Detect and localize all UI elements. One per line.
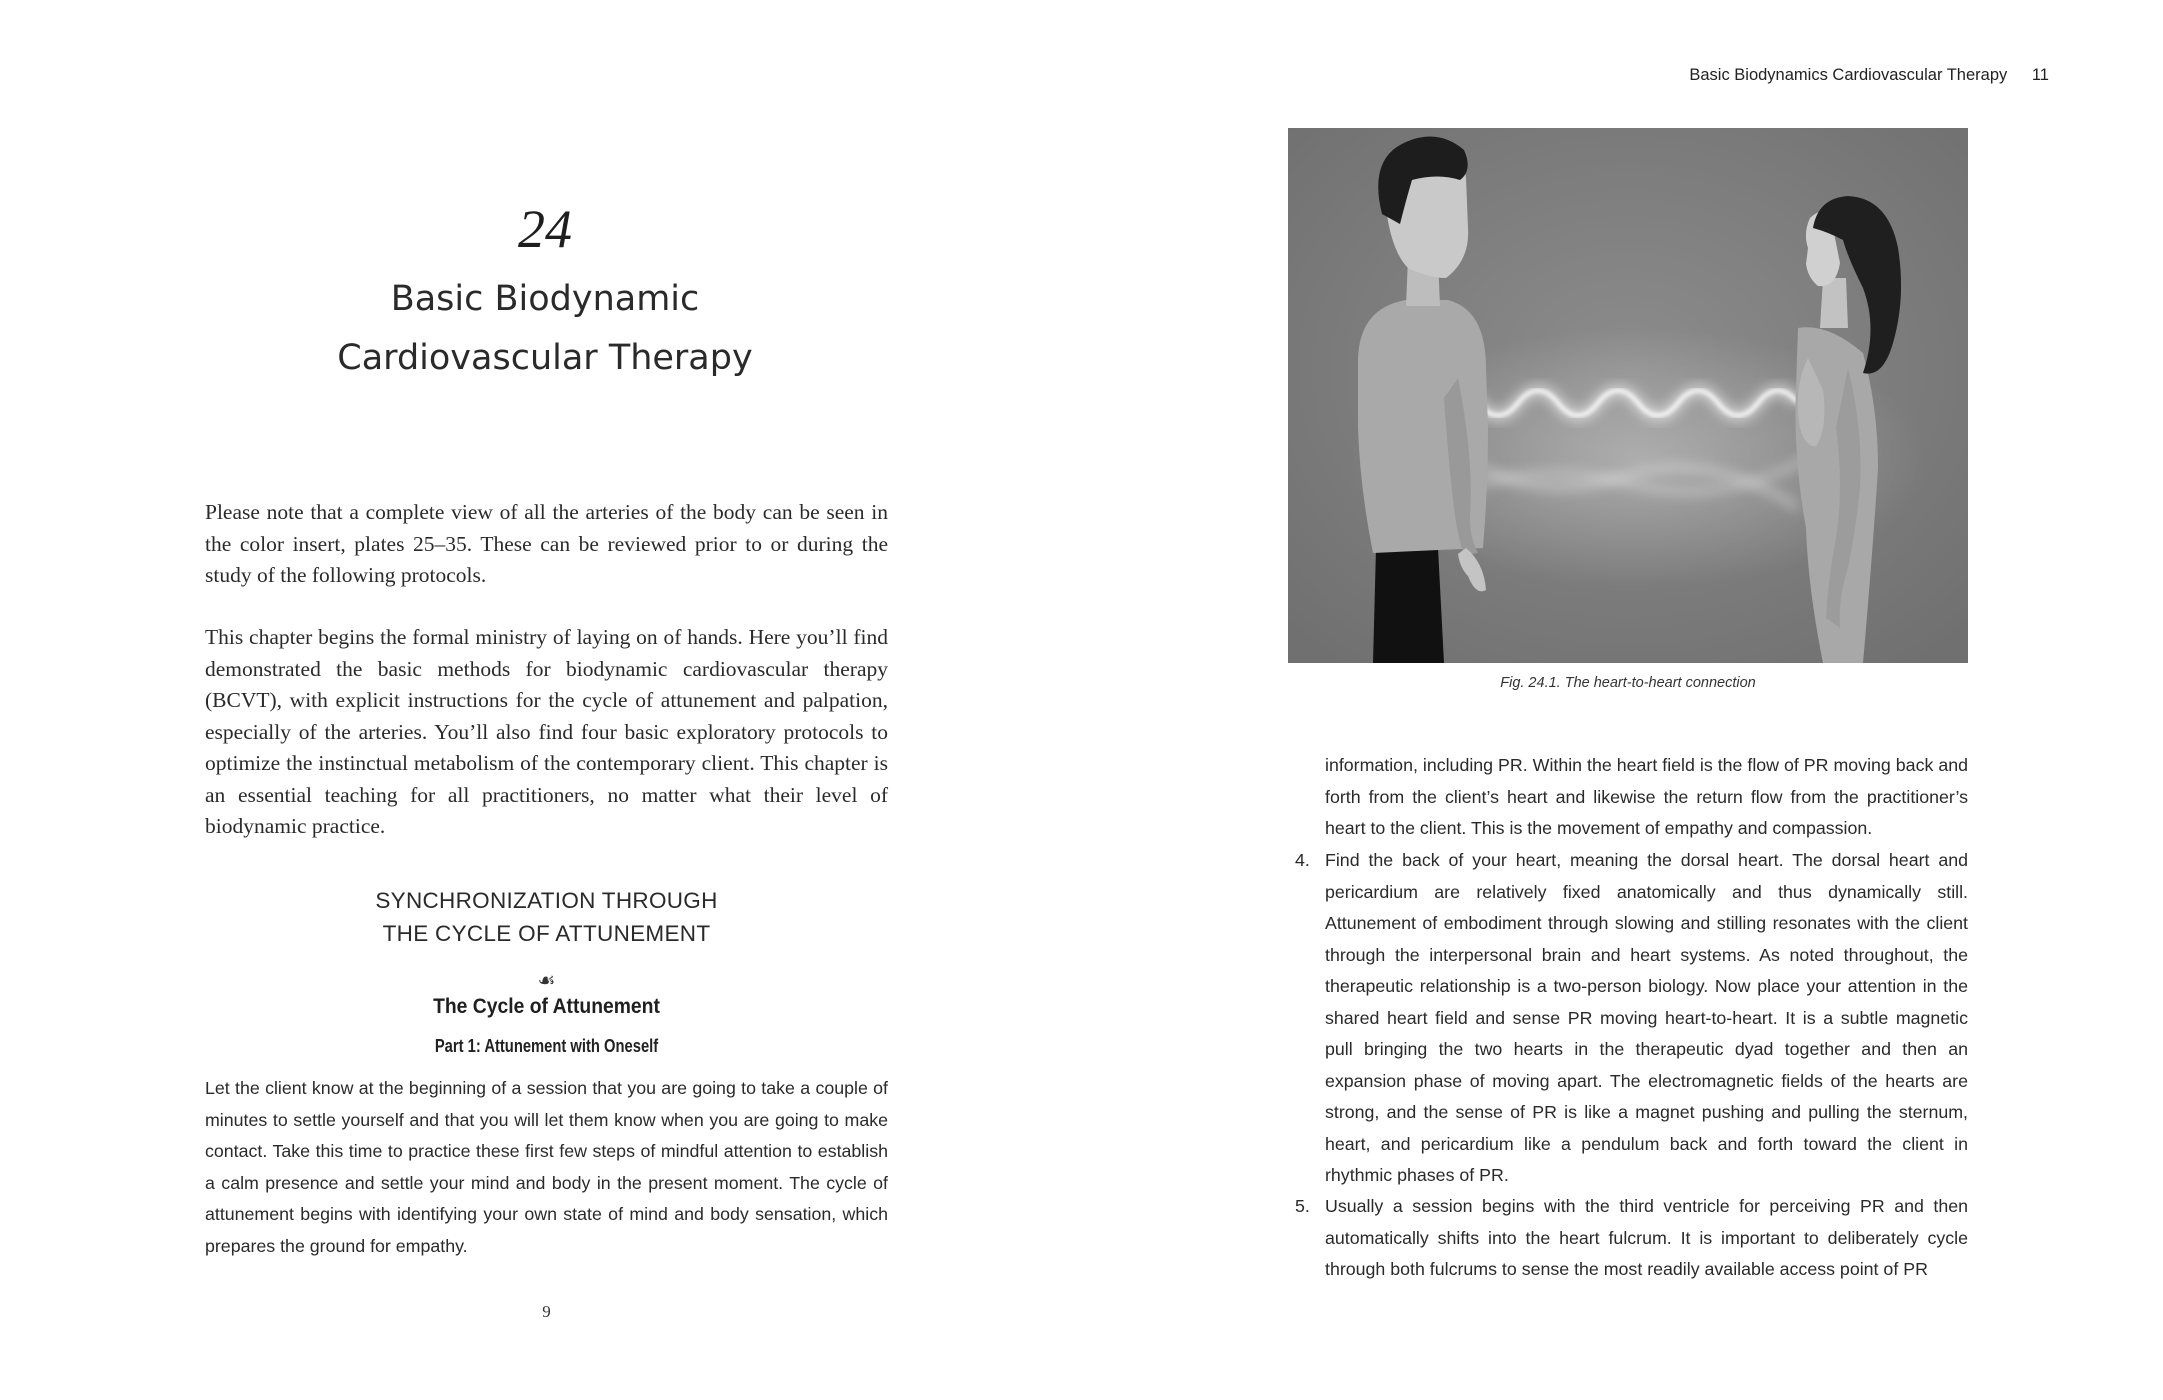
list-item	[1295, 845, 1968, 1192]
intro-paragraph: This chapter begins the formal ministry of laying on of hands. Here you’ll find demonstrated the basic methods for biodynamic cardiovascular therapy (BCVT), with explicit instructions for the cycle of attunement and palpation, especially of the arteries. You’ll also find four basic exploratory protocols to optimize the instinctual metabolism of the contemporary client. This chapter is an essential teaching for all practitioners, no matter what their level of biodynamic practice.	[205, 625, 888, 838]
list-item-text: Find the back of your heart, meaning the dorsal heart. The dorsal heart and pericardium are relatively fixed anatomically and thus dynamically still. Attunement of embodiment through slowing and stilling resonates with the client through the interpersonal brain and heart systems. As noted throughout, the therapeutic relationship is a two-person biology. Now place your attention in the shared heart field and sense PR moving heart-to-heart. It is a subtle magnetic pull bringing the two hearts in the therapeutic dyad together and then an expansion phase of moving apart. The electromagnetic fields of the hearts are strong, and the sense of PR is like a magnet pushing and pulling the sternum, heart, and pericardium like a pendulum back and forth toward the client in rhythmic phases of PR.	[1325, 850, 1968, 1185]
list-item-number: 5.	[1295, 1196, 1310, 1216]
list-item-text: Usually a session begins with the third ventricle for perceiving PR and then automatically shifts into the heart fulcrum. It is important to deliberately cycle through both fulcrums to sense the most readily available access point of PR	[1325, 1196, 1968, 1279]
page-number-right: 11	[2031, 66, 2049, 84]
numbered-list	[1295, 845, 1968, 1192]
continued-paragraph: information, including PR. Within the heart field is the flow of PR moving back and forth from the client’s heart and likewise the return flow from the practitioner’s heart to the client. This is the movement of empathy and compassion.	[1325, 755, 1968, 838]
numbered-list	[1295, 1191, 1968, 1286]
intro-paragraph: Please note that a complete view of all the arteries of the body can be seen in the color insert, plates 25–35. These can be reviewed prior to or during the study of the following protocols.	[205, 500, 888, 587]
figure-caption: Fig. 24.1. The heart-to-heart connection	[1500, 675, 1756, 691]
heart-connection-illustration	[1288, 128, 1968, 663]
running-head	[1689, 66, 2049, 85]
chapter-title-line-1: Basic Biodynamic	[390, 279, 700, 319]
section-body-paragraph: Let the client know at the beginning of a session that you are going to take a couple of minutes to settle yourself and that you will let them know when you are going to make contact. Take this time to practice these first few steps of mindful attention to establish a calm presence and settle your mind and body in the present moment. The cycle of attunement begins with identifying your own state of mind and body sensation, which prepares the ground for empathy.	[205, 1078, 888, 1256]
fleuron-ornament: ☙	[537, 970, 556, 992]
chapter-title	[205, 270, 885, 388]
list-item	[1295, 1191, 1968, 1286]
left-page	[0, 0, 1081, 1400]
part-heading: Part 1: Attunement with Oneself	[434, 1036, 659, 1056]
right-page	[1081, 0, 2163, 1400]
chapter-title-line-2: Cardiovascular Therapy	[337, 338, 753, 378]
section-heading-line-1: SYNCHRONIZATION THROUGH	[375, 888, 718, 913]
chapter-number: 24	[518, 199, 572, 259]
page-number-left: 9	[542, 1302, 551, 1321]
list-item-number: 4.	[1295, 850, 1310, 870]
man-trousers	[1373, 548, 1444, 663]
section-heading	[205, 884, 888, 950]
subheading: The Cycle of Attunement	[433, 995, 660, 1018]
section-heading-line-2: THE CYCLE OF ATTUNEMENT	[382, 921, 711, 946]
running-head-title: Basic Biodynamics Cardiovascular Therapy	[1689, 66, 2008, 84]
